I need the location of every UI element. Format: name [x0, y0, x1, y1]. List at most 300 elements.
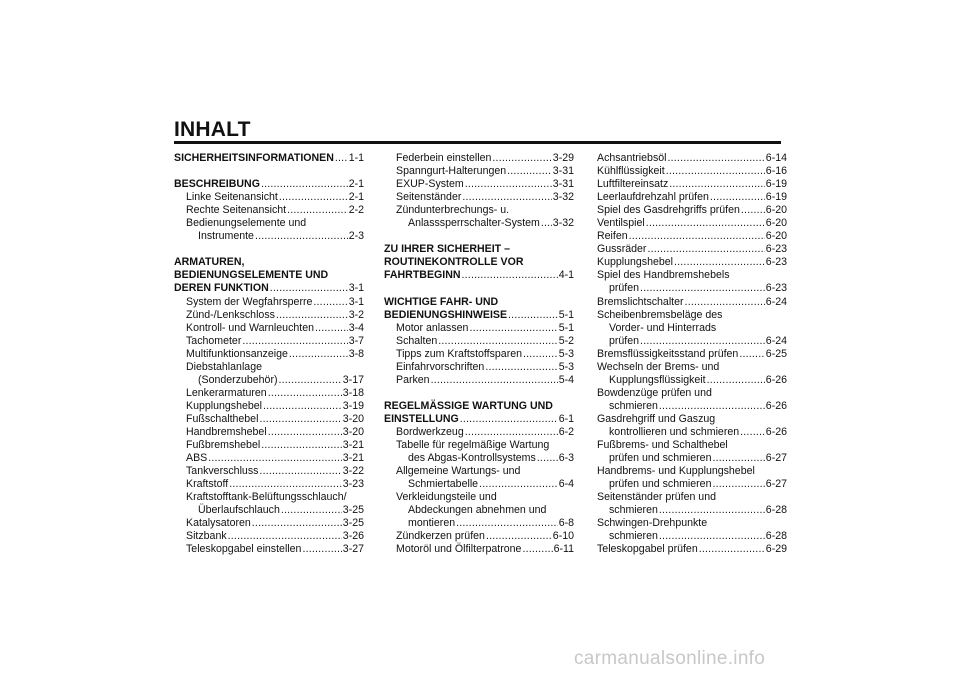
- toc-entry: [384, 465, 574, 478]
- toc-leader-dots: [710, 191, 765, 204]
- toc-leader-dots: [666, 165, 765, 178]
- toc-entry-title: Fußbremshebel: [186, 439, 261, 452]
- toc-leader-dots: [707, 374, 765, 387]
- toc-entry-title: Federbein einstellen: [396, 152, 492, 164]
- toc-leader-dots: [741, 204, 765, 217]
- toc-leader-dots: [646, 217, 765, 230]
- toc-leader-dots: [279, 374, 342, 387]
- toc-entry-title: Kupplungsflüssigkeit: [609, 373, 706, 386]
- toc-page-number: 5-1: [558, 308, 574, 321]
- toc-entry[interactable]: [174, 504, 364, 517]
- toc-entry-title: Achsantriebsöl: [597, 152, 667, 164]
- toc-page-number: 3-32: [552, 217, 574, 230]
- toc-leader-dots: [268, 387, 342, 400]
- toc-section-heading: [384, 296, 574, 309]
- toc-entry[interactable]: [597, 478, 787, 491]
- toc-entry: [384, 491, 574, 504]
- toc-page-number: 3-7: [348, 334, 364, 347]
- toc-leader-dots: [486, 530, 552, 543]
- toc-section-heading: [174, 269, 364, 282]
- toc-leader-dots: [315, 322, 348, 335]
- toc-leader-dots: [252, 517, 342, 530]
- toc-entry-title: schmieren: [609, 530, 658, 543]
- toc-entry[interactable]: [384, 348, 574, 361]
- toc-entry[interactable]: [597, 426, 787, 439]
- toc-entry-title: Kühlflüssigkeit: [597, 165, 665, 178]
- toc-entry[interactable]: [174, 204, 364, 217]
- toc-leader-dots: [669, 178, 765, 191]
- toc-entry[interactable]: [597, 504, 787, 517]
- toc-leader-dots: [287, 204, 348, 217]
- toc-entry-title: Spiel des Handbremshebels: [597, 269, 730, 282]
- toc-leader-dots: [507, 165, 552, 178]
- page-title: INHALT: [174, 118, 251, 141]
- toc-entry-title: WICHTIGE FAHR- UND: [384, 295, 499, 308]
- toc-page-number: 3-20: [342, 412, 364, 425]
- toc-entry-title: Abdeckungen abnehmen und: [408, 504, 547, 517]
- toc-entry[interactable]: [174, 230, 364, 243]
- toc-page-number: 3-18: [342, 386, 364, 399]
- toc-page-number: 3-1: [348, 282, 364, 295]
- toc-section-heading[interactable]: [174, 152, 364, 165]
- toc-entry: [174, 217, 364, 230]
- toc-leader-dots: [302, 543, 341, 556]
- toc-entry-title: FAHRTBEGINN: [384, 269, 461, 282]
- toc-entry-title: Sitzbank: [186, 530, 227, 543]
- toc-entry[interactable]: [597, 348, 787, 361]
- toc-section-heading[interactable]: [174, 178, 364, 191]
- toc-leader-dots: [537, 452, 558, 465]
- toc-page-number: 6-20: [765, 204, 787, 217]
- toc-entry[interactable]: [384, 165, 574, 178]
- toc-leader-dots: [659, 504, 765, 517]
- toc-entry-title: EINSTELLUNG: [384, 412, 459, 425]
- toc-page-number: 3-17: [342, 373, 364, 386]
- toc-leader-dots: [508, 309, 558, 322]
- toc-entry[interactable]: [597, 178, 787, 191]
- toc-entry-title: Instrumente: [198, 230, 254, 243]
- toc-entry[interactable]: [384, 452, 574, 465]
- toc-entry-title: Teleskopgabel einstellen: [186, 543, 302, 556]
- toc-entry-title: DEREN FUNKTION: [174, 282, 269, 295]
- toc-page-number: 3-26: [342, 530, 364, 543]
- toc-leader-dots: [281, 504, 342, 517]
- toc-page-number: 6-23: [765, 243, 787, 256]
- toc-page-number: 6-4: [558, 478, 574, 491]
- toc-entry-title: Rechte Seitenansicht: [186, 204, 287, 217]
- toc-page-number: 6-26: [765, 399, 787, 412]
- toc-leader-dots: [465, 426, 558, 439]
- toc-entry-title: Überlaufschlauch: [198, 504, 280, 517]
- toc-spacer: [384, 282, 574, 295]
- toc-entry-title: Tachometer: [186, 334, 242, 347]
- toc-leader-dots: [629, 230, 765, 243]
- toc-entry-title: REGELMÄSSIGE WARTUNG UND: [384, 399, 553, 412]
- toc-entry-title: Wechseln der Brems- und: [597, 360, 720, 373]
- toc-page-number: 2-2: [348, 204, 364, 217]
- toc-entry-title: Zünd-/Lenkschloss: [186, 308, 275, 321]
- toc-entry[interactable]: [384, 361, 574, 374]
- toc-entry[interactable]: [174, 322, 364, 335]
- toc-entry-title: prüfen und schmieren: [609, 452, 712, 465]
- toc-entry[interactable]: [597, 204, 787, 217]
- toc-entry: [597, 413, 787, 426]
- toc-page-number: 3-8: [348, 347, 364, 360]
- toc-section-heading[interactable]: [174, 282, 364, 295]
- toc-entry[interactable]: [597, 296, 787, 309]
- toc-page-number: 3-21: [342, 439, 364, 452]
- toc-entry[interactable]: [174, 387, 364, 400]
- toc-entry-title: Bremslichtschalter: [597, 295, 684, 308]
- toc-leader-dots: [685, 296, 765, 309]
- toc-entry-title: Linke Seitenansicht: [186, 191, 278, 204]
- toc-entry[interactable]: [174, 426, 364, 439]
- toc-entry[interactable]: [384, 543, 574, 556]
- toc-entry-title: schmieren: [609, 504, 658, 517]
- toc-entry[interactable]: [174, 400, 364, 413]
- toc-leader-dots: [668, 152, 765, 165]
- toc-entry-title: Kupplungshebel: [597, 256, 673, 269]
- toc-entry[interactable]: [174, 543, 364, 556]
- toc-entry-title: montieren: [408, 517, 456, 530]
- toc-entry[interactable]: [384, 217, 574, 230]
- toc-page-number: 6-10: [552, 530, 574, 543]
- toc-column-1: [174, 152, 364, 556]
- toc-page-number: 5-4: [558, 373, 574, 386]
- toc-leader-dots: [469, 322, 557, 335]
- toc-page-number: 3-23: [342, 478, 364, 491]
- toc-leader-dots: [263, 400, 342, 413]
- toc-entry[interactable]: [174, 517, 364, 530]
- toc-entry[interactable]: [597, 530, 787, 543]
- toc-entry-title: Handbremshebel: [186, 425, 267, 438]
- toc-page-number: 3-27: [342, 543, 364, 556]
- toc-entry-title: Seitenständer prüfen und: [597, 491, 716, 504]
- toc-entry[interactable]: [597, 165, 787, 178]
- toc-entry-title: ROUTINEKONTROLLE VOR: [384, 256, 524, 269]
- toc-entry: [597, 322, 787, 335]
- toc-leader-dots: [712, 478, 764, 491]
- toc-page-number: 3-22: [342, 465, 364, 478]
- toc-entry-title: Seitenständer: [396, 191, 462, 204]
- toc-entry-title: Kontroll- und Warnleuchten: [186, 321, 314, 334]
- toc-leader-dots: [541, 217, 552, 230]
- toc-page-number: 6-28: [765, 530, 787, 543]
- toc-leader-dots: [313, 296, 347, 309]
- toc-entry: [384, 204, 574, 217]
- toc-section-heading[interactable]: [384, 269, 574, 282]
- toc-leader-dots: [740, 426, 765, 439]
- toc-page-number: 6-29: [765, 543, 787, 556]
- toc-leader-dots: [438, 335, 557, 348]
- toc-entry: [384, 504, 574, 517]
- toc-entry-title: Schmiertabelle: [408, 478, 479, 491]
- toc-entry[interactable]: [174, 478, 364, 491]
- toc-entry[interactable]: [597, 191, 787, 204]
- toc-leader-dots: [259, 413, 341, 426]
- toc-section-heading[interactable]: [384, 413, 574, 426]
- toc-leader-dots: [460, 413, 558, 426]
- toc-entry-title: Motor anlassen: [396, 321, 469, 334]
- toc-entry-title: Reifen: [597, 230, 628, 243]
- toc-entry-title: Diebstahlanlage: [186, 360, 262, 373]
- toc-entry-title: Multifunktionsanzeige: [186, 347, 288, 360]
- toc-leader-dots: [522, 543, 552, 556]
- toc-entry[interactable]: [174, 348, 364, 361]
- toc-entry[interactable]: [174, 452, 364, 465]
- toc-page-number: 6-27: [765, 478, 787, 491]
- toc-entry: [597, 387, 787, 400]
- toc-entry-title: ABS: [186, 452, 208, 465]
- toc-leader-dots: [270, 282, 348, 295]
- toc-section-heading: [174, 256, 364, 269]
- toc-page-number: 6-20: [765, 217, 787, 230]
- toc-entry: [174, 361, 364, 374]
- toc-page-number: 3-2: [348, 308, 364, 321]
- toc-entry[interactable]: [597, 282, 787, 295]
- toc-entry: [597, 439, 787, 452]
- toc-leader-dots: [712, 452, 764, 465]
- toc-entry-title: Fußschalthebel: [186, 412, 259, 425]
- toc-entry[interactable]: [174, 335, 364, 348]
- toc-entry-title: Tabelle für regelmäßige Wartung: [396, 439, 550, 452]
- toc-entry-title: Schwingen-Drehpunkte: [597, 517, 708, 530]
- toc-leader-dots: [259, 465, 341, 478]
- toc-leader-dots: [462, 269, 558, 282]
- toc-entry-title: Vorder- und Hinterrads: [609, 321, 717, 334]
- toc-entry[interactable]: [174, 530, 364, 543]
- toc-page-number: 3-25: [342, 517, 364, 530]
- toc-entry-title: Gussräder: [597, 243, 647, 256]
- toc-entry-title: EXUP-System: [396, 178, 464, 191]
- toc-page-number: 3-25: [342, 504, 364, 517]
- toc-leader-dots: [479, 478, 558, 491]
- toc-leader-dots: [255, 230, 348, 243]
- toc-leader-dots: [208, 452, 342, 465]
- toc-leader-dots: [640, 335, 765, 348]
- toc-leader-dots: [674, 256, 765, 269]
- toc-spacer: [174, 243, 364, 256]
- toc-entry: [597, 269, 787, 282]
- toc-entry-title: Bowdenzüge prüfen und: [597, 386, 712, 399]
- toc-page-number: 6-24: [765, 295, 787, 308]
- toc-entry: [597, 465, 787, 478]
- toc-entry[interactable]: [384, 530, 574, 543]
- toc-entry-title: ZU IHRER SICHERHEIT –: [384, 243, 510, 256]
- toc-section-heading[interactable]: [384, 309, 574, 322]
- toc-section-heading: [384, 400, 574, 413]
- toc-column-2: [384, 152, 574, 556]
- toc-entry-title: SICHERHEITSINFORMATIONEN: [174, 152, 334, 164]
- toc-entry-title: Parken: [396, 373, 430, 386]
- toc-entry-title: Einfahrvorschriften: [396, 360, 485, 373]
- toc-leader-dots: [335, 152, 348, 165]
- toc-page-number: 6-20: [765, 230, 787, 243]
- toc-entry-title: prüfen und schmieren: [609, 478, 712, 491]
- toc-entry-title: BESCHREIBUNG: [174, 178, 260, 191]
- toc-entry-title: Bordwerkzeug: [396, 425, 464, 438]
- toc-entry[interactable]: [174, 296, 364, 309]
- toc-page-number: 3-1: [348, 295, 364, 308]
- toc-page-number: 6-11: [553, 543, 574, 556]
- toc-entry: [174, 491, 364, 504]
- toc-entry[interactable]: [384, 478, 574, 491]
- toc-entry: [597, 491, 787, 504]
- toc-page-number: 3-20: [342, 425, 364, 438]
- toc-entry[interactable]: [174, 439, 364, 452]
- toc-page-number: 1-1: [348, 152, 364, 164]
- toc-page-number: 6-8: [558, 517, 574, 530]
- toc-leader-dots: [276, 309, 348, 322]
- toc-entry-title: Lenkerarmaturen: [186, 386, 267, 399]
- toc-page-number: 6-3: [558, 452, 574, 465]
- toc-leader-dots: [268, 426, 342, 439]
- toc-page-number: 5-3: [558, 360, 574, 373]
- toc-entry-title: System der Wegfahrsperre: [186, 295, 313, 308]
- toc-entry[interactable]: [384, 152, 574, 165]
- toc-spacer: [384, 230, 574, 243]
- toc-leader-dots: [228, 530, 342, 543]
- toc-entry-title: Ventilspiel: [597, 217, 645, 230]
- toc-section-heading: [384, 256, 574, 269]
- toc-page-number: 2-1: [348, 191, 364, 204]
- toc-leader-dots: [462, 191, 551, 204]
- toc-leader-dots: [523, 348, 558, 361]
- title-underline: [174, 141, 781, 144]
- toc-entry-title: BEDIENUNGSHINWEISE: [384, 308, 508, 321]
- toc-leader-dots: [229, 478, 342, 491]
- toc-page-number: 6-23: [765, 282, 787, 295]
- toc-entry-title: (Sonderzubehör): [198, 373, 278, 386]
- toc-leader-dots: [659, 530, 765, 543]
- watermark: carmanualsonline.info: [574, 648, 766, 669]
- toc-page-number: 3-31: [552, 165, 574, 178]
- toc-entry-title: Handbrems- und Kupplungshebel: [597, 465, 755, 478]
- toc-leader-dots: [465, 178, 552, 191]
- toc-entry-title: prüfen: [609, 282, 640, 295]
- toc-entry-title: Zündkerzen prüfen: [396, 530, 485, 543]
- toc-entry-title: Fußbrems- und Schalthebel: [597, 439, 728, 452]
- toc-entry-title: Schalten: [396, 334, 438, 347]
- toc-entry[interactable]: [384, 517, 574, 530]
- toc-entry[interactable]: [597, 374, 787, 387]
- toc-page-number: 6-2: [558, 425, 574, 438]
- toc-entry-title: prüfen: [609, 334, 640, 347]
- toc-leader-dots: [485, 361, 557, 374]
- toc-page-number: 6-25: [765, 347, 787, 360]
- toc-entry[interactable]: [384, 322, 574, 335]
- toc-entry-title: Tankverschluss: [186, 465, 259, 478]
- toc-entry-title: BEDIENUNGSELEMENTE UND: [174, 269, 329, 282]
- toc-leader-dots: [431, 374, 558, 387]
- toc-entry[interactable]: [597, 256, 787, 269]
- toc-page-number: 6-24: [765, 334, 787, 347]
- toc-entry-title: Teleskopgabel prüfen: [597, 543, 698, 556]
- toc-entry: [597, 517, 787, 530]
- toc-page-number: 6-26: [765, 425, 787, 438]
- toc-entry: [597, 361, 787, 374]
- toc-column-3: [597, 152, 787, 556]
- toc-entry[interactable]: [384, 191, 574, 204]
- toc-entry[interactable]: [597, 543, 787, 556]
- toc-entry-title: ARMATUREN,: [174, 256, 245, 269]
- toc-entry-title: Bremsflüssigkeitsstand prüfen: [597, 347, 739, 360]
- toc-entry[interactable]: [597, 217, 787, 230]
- toc-leader-dots: [640, 282, 765, 295]
- toc-entry-title: Tipps zum Kraftstoffsparen: [396, 347, 523, 360]
- toc-leader-dots: [699, 543, 765, 556]
- toc-page-number: 4-1: [558, 269, 574, 282]
- toc-entry-title: Motoröl und Ölfilterpatrone: [396, 543, 522, 556]
- toc-page-number: 2-3: [348, 230, 364, 243]
- toc-leader-dots: [492, 152, 551, 165]
- toc-page-number: 6-19: [765, 191, 787, 204]
- toc-leader-dots: [289, 348, 348, 361]
- toc-page-number: 6-26: [765, 373, 787, 386]
- toc-leader-dots: [456, 517, 558, 530]
- toc-entry[interactable]: [597, 452, 787, 465]
- toc-page-number: 3-32: [552, 191, 574, 204]
- toc-page-number: 6-27: [765, 452, 787, 465]
- toc-entry-title: Leerlaufdrehzahl prüfen: [597, 191, 709, 204]
- toc-page-number: 6-28: [765, 504, 787, 517]
- toc-entry-title: Verkleidungsteile und: [396, 491, 497, 504]
- toc-spacer: [174, 165, 364, 178]
- toc-page-number: 3-19: [342, 399, 364, 412]
- toc-entry[interactable]: [597, 400, 787, 413]
- toc-entry[interactable]: [174, 413, 364, 426]
- toc-entry[interactable]: [384, 335, 574, 348]
- toc-entry-title: Katalysatoren: [186, 517, 251, 530]
- toc-entry-title: Kraftstoff: [186, 478, 229, 491]
- toc-entry[interactable]: [384, 374, 574, 387]
- toc-entry[interactable]: [174, 465, 364, 478]
- toc-leader-dots: [739, 348, 764, 361]
- toc-leader-dots: [647, 243, 764, 256]
- toc-entry-title: Allgemeine Wartungs- und: [396, 465, 521, 478]
- toc-page-number: 6-1: [558, 412, 574, 425]
- toc-entry[interactable]: [174, 191, 364, 204]
- toc-entry[interactable]: [597, 230, 787, 243]
- toc-entry-title: Zündunterbrechungs- u.: [396, 204, 510, 217]
- toc-page-number: 5-1: [558, 321, 574, 334]
- toc-entry-title: Luftfiltereinsatz: [597, 178, 669, 191]
- toc-page-number: 3-29: [552, 152, 574, 164]
- toc-leader-dots: [261, 178, 348, 191]
- toc-entry: [597, 309, 787, 322]
- toc-entry-title: Bedienungselemente und: [186, 217, 307, 230]
- toc-leader-dots: [279, 191, 348, 204]
- toc-entry-title: Spiel des Gasdrehgriffs prüfen: [597, 204, 740, 217]
- toc-page-number: 5-2: [558, 334, 574, 347]
- toc-entry[interactable]: [174, 309, 364, 322]
- toc-entry[interactable]: [597, 152, 787, 165]
- toc-entry[interactable]: [597, 243, 787, 256]
- toc-page-number: 3-21: [342, 452, 364, 465]
- toc-section-heading: [384, 243, 574, 256]
- toc-entry-title: Anlasssperrschalter-System: [408, 217, 540, 230]
- toc-entry[interactable]: [384, 426, 574, 439]
- toc-entry-title: Scheibenbremsbeläge des: [597, 308, 723, 321]
- toc-entry[interactable]: [174, 374, 364, 387]
- toc-page-number: 3-31: [552, 178, 574, 191]
- toc-spacer: [384, 387, 574, 400]
- toc-page-number: 6-23: [765, 256, 787, 269]
- toc-entry[interactable]: [384, 178, 574, 191]
- toc-entry-title: schmieren: [609, 399, 658, 412]
- toc-entry-title: Kraftstofftank-Belüftungsschlauch/: [186, 491, 347, 504]
- toc-entry[interactable]: [597, 335, 787, 348]
